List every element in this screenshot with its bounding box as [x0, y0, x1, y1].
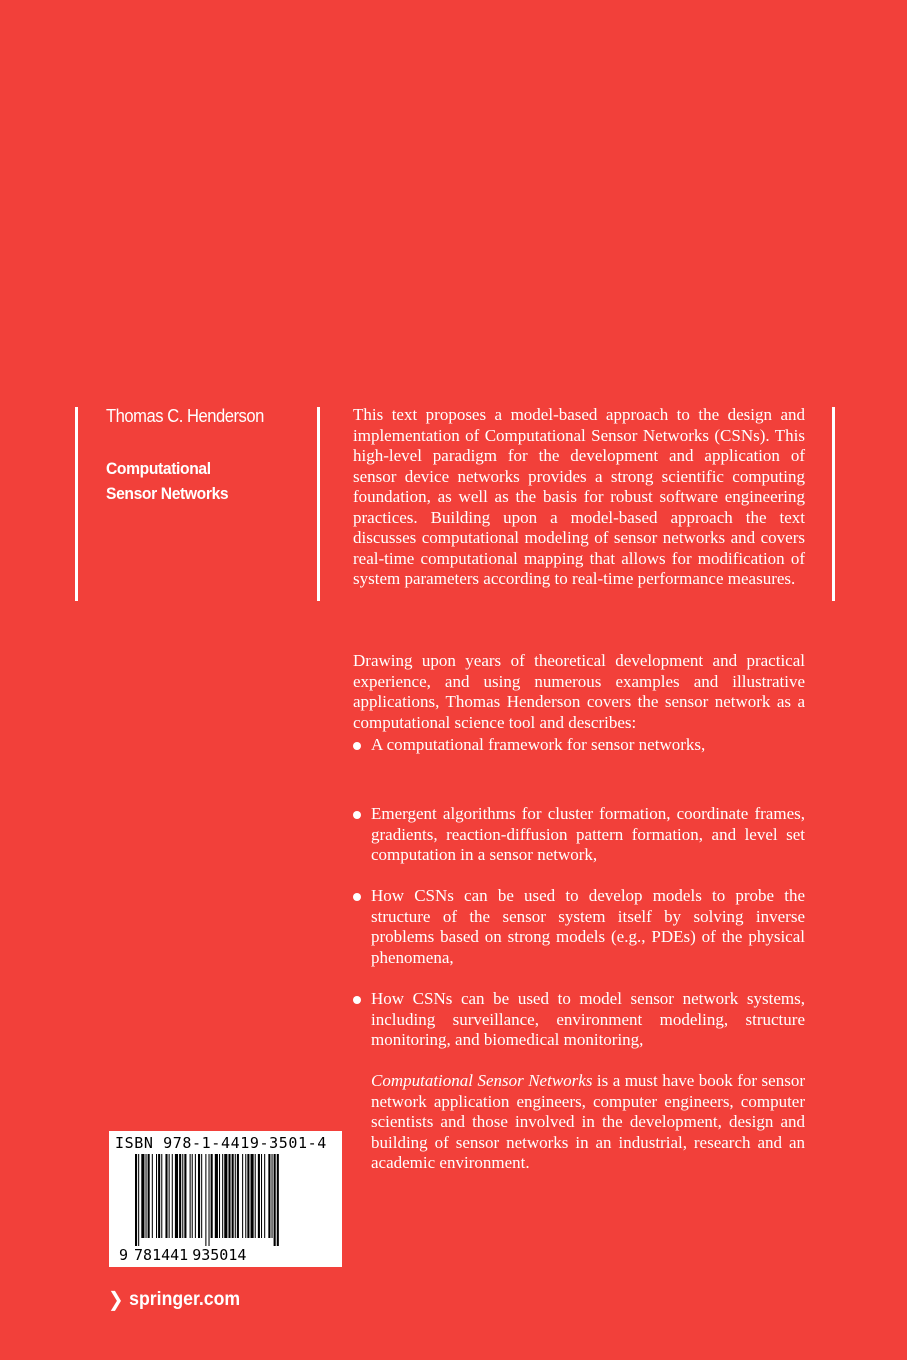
barcode-bar	[258, 1154, 260, 1238]
isbn-barcode	[109, 1131, 342, 1267]
barcode-bar	[242, 1154, 243, 1238]
divider-middle	[317, 407, 320, 601]
barcode-bar	[277, 1154, 279, 1246]
bullet-item	[353, 804, 805, 866]
barcode-bar	[184, 1154, 186, 1238]
bullet-dot-icon	[353, 742, 361, 750]
closing-paragraph	[371, 1071, 805, 1174]
barcode-bar	[138, 1154, 139, 1246]
barcode-bar	[141, 1154, 144, 1238]
barcode-bar	[209, 1154, 210, 1246]
barcode-bar	[268, 1154, 270, 1238]
barcode-bar	[161, 1154, 162, 1238]
barcode-bar	[245, 1154, 246, 1238]
barcode-bar	[201, 1154, 202, 1238]
barcode-bar	[215, 1154, 218, 1238]
publisher-name: springer.com	[129, 1288, 241, 1310]
barcode-bar	[228, 1154, 230, 1238]
barcode-bar	[172, 1154, 173, 1238]
barcode-bar	[274, 1154, 276, 1246]
barcode-bar	[146, 1154, 147, 1238]
barcode-bar	[152, 1154, 153, 1238]
barcode-bar	[175, 1154, 178, 1238]
barcode-bar	[232, 1154, 234, 1238]
barcode-bar	[135, 1154, 137, 1246]
bullet-text: How CSNs can be used to develop models to probe the structure of the sensor system itself by solving inverse problems based on strong models (e.g., PDEs) of the physical phenomena,	[371, 886, 805, 967]
divider-right	[832, 407, 835, 601]
barcode-bar	[211, 1154, 213, 1238]
barcode-bar	[182, 1154, 183, 1238]
barcode-digit-group-1: 781441	[134, 1246, 189, 1264]
barcode-digit-group-2: 935014	[192, 1246, 247, 1264]
bullet-item	[353, 989, 805, 1051]
barcode-bar	[198, 1154, 200, 1238]
barcode-bar	[165, 1154, 167, 1238]
barcode-bar	[255, 1154, 256, 1238]
closing-book-title: Computational Sensor Networks	[371, 1071, 593, 1090]
bullet-item	[353, 886, 805, 968]
barcode-bar	[179, 1154, 181, 1238]
book-title	[106, 456, 228, 506]
barcode-bar	[192, 1154, 193, 1238]
barcode-bar	[219, 1154, 220, 1238]
barcode-bar	[156, 1154, 157, 1238]
barcode-bar	[205, 1154, 206, 1246]
bullet-dot-icon	[353, 893, 361, 901]
barcode-bar	[261, 1154, 262, 1238]
barcode-bar	[251, 1154, 254, 1238]
barcode-bar	[237, 1154, 239, 1238]
book-title-line-1: Computational	[106, 459, 211, 478]
closing-text: is a must have book for sensor network application engineers, computer engineers, computer scientists and those involved in the development, design and building of sensor networks in an industrial, research and an academic environment.	[371, 1071, 805, 1172]
barcode-bar	[195, 1154, 196, 1238]
barcode-bars	[135, 1154, 325, 1246]
barcode-bar	[264, 1154, 265, 1238]
barcode-bar	[247, 1154, 249, 1238]
barcode-bar	[224, 1154, 227, 1238]
barcode-lead-digit: 9	[119, 1246, 129, 1264]
bullet-text: A computational framework for sensor networks,	[371, 735, 706, 754]
barcode-bar	[190, 1154, 191, 1238]
author-name: Thomas C. Henderson	[106, 406, 264, 426]
divider-left	[75, 407, 78, 601]
isbn-label: ISBN 978-1-4419-3501-4	[115, 1134, 327, 1152]
description-paragraph-1: This text proposes a model-based approach to the design and implementation of Computational Sensor Networks (CSNs). This high-level paradigm for the development and application of sensor device networks provides a strong scientific computing foundation, as well as the basis for robust software engineering practices. Building upon a model-based approach the text discusses computational modeling of sensor networks and covers real-time computational mapping that allows for modification of system parameters according to real-time performance measures.	[353, 405, 805, 588]
barcode-bar	[272, 1154, 273, 1238]
chevron-right-icon: ❯	[108, 1289, 124, 1311]
barcode-bar	[222, 1154, 223, 1238]
bullet-text: How CSNs can be used to model sensor network systems, including surveillance, environment modeling, structure monitoring, and biomedical monitoring,	[371, 989, 805, 1049]
barcode-bar	[158, 1154, 160, 1238]
bullet-item	[353, 735, 805, 756]
book-title-line-2: Sensor Networks	[106, 484, 229, 503]
barcode-bar	[169, 1154, 170, 1238]
publisher-link[interactable]	[108, 1287, 240, 1312]
bullet-dot-icon	[353, 996, 361, 1004]
bullet-text: Emergent algorithms for cluster formation, coordinate frames, gradients, reaction-diffusion pattern formation, and level set computation in a sensor network,	[371, 804, 805, 864]
barcode-bar	[235, 1154, 236, 1238]
barcode-digits	[119, 1246, 246, 1264]
description-paragraph-2: Drawing upon years of theoretical development and practical experience, and using numerous examples and illustrative applications, Thomas Henderson covers the sensor network as a computational science tool and describes:	[353, 651, 805, 732]
barcode-bar	[148, 1154, 150, 1238]
bullet-dot-icon	[353, 811, 361, 819]
